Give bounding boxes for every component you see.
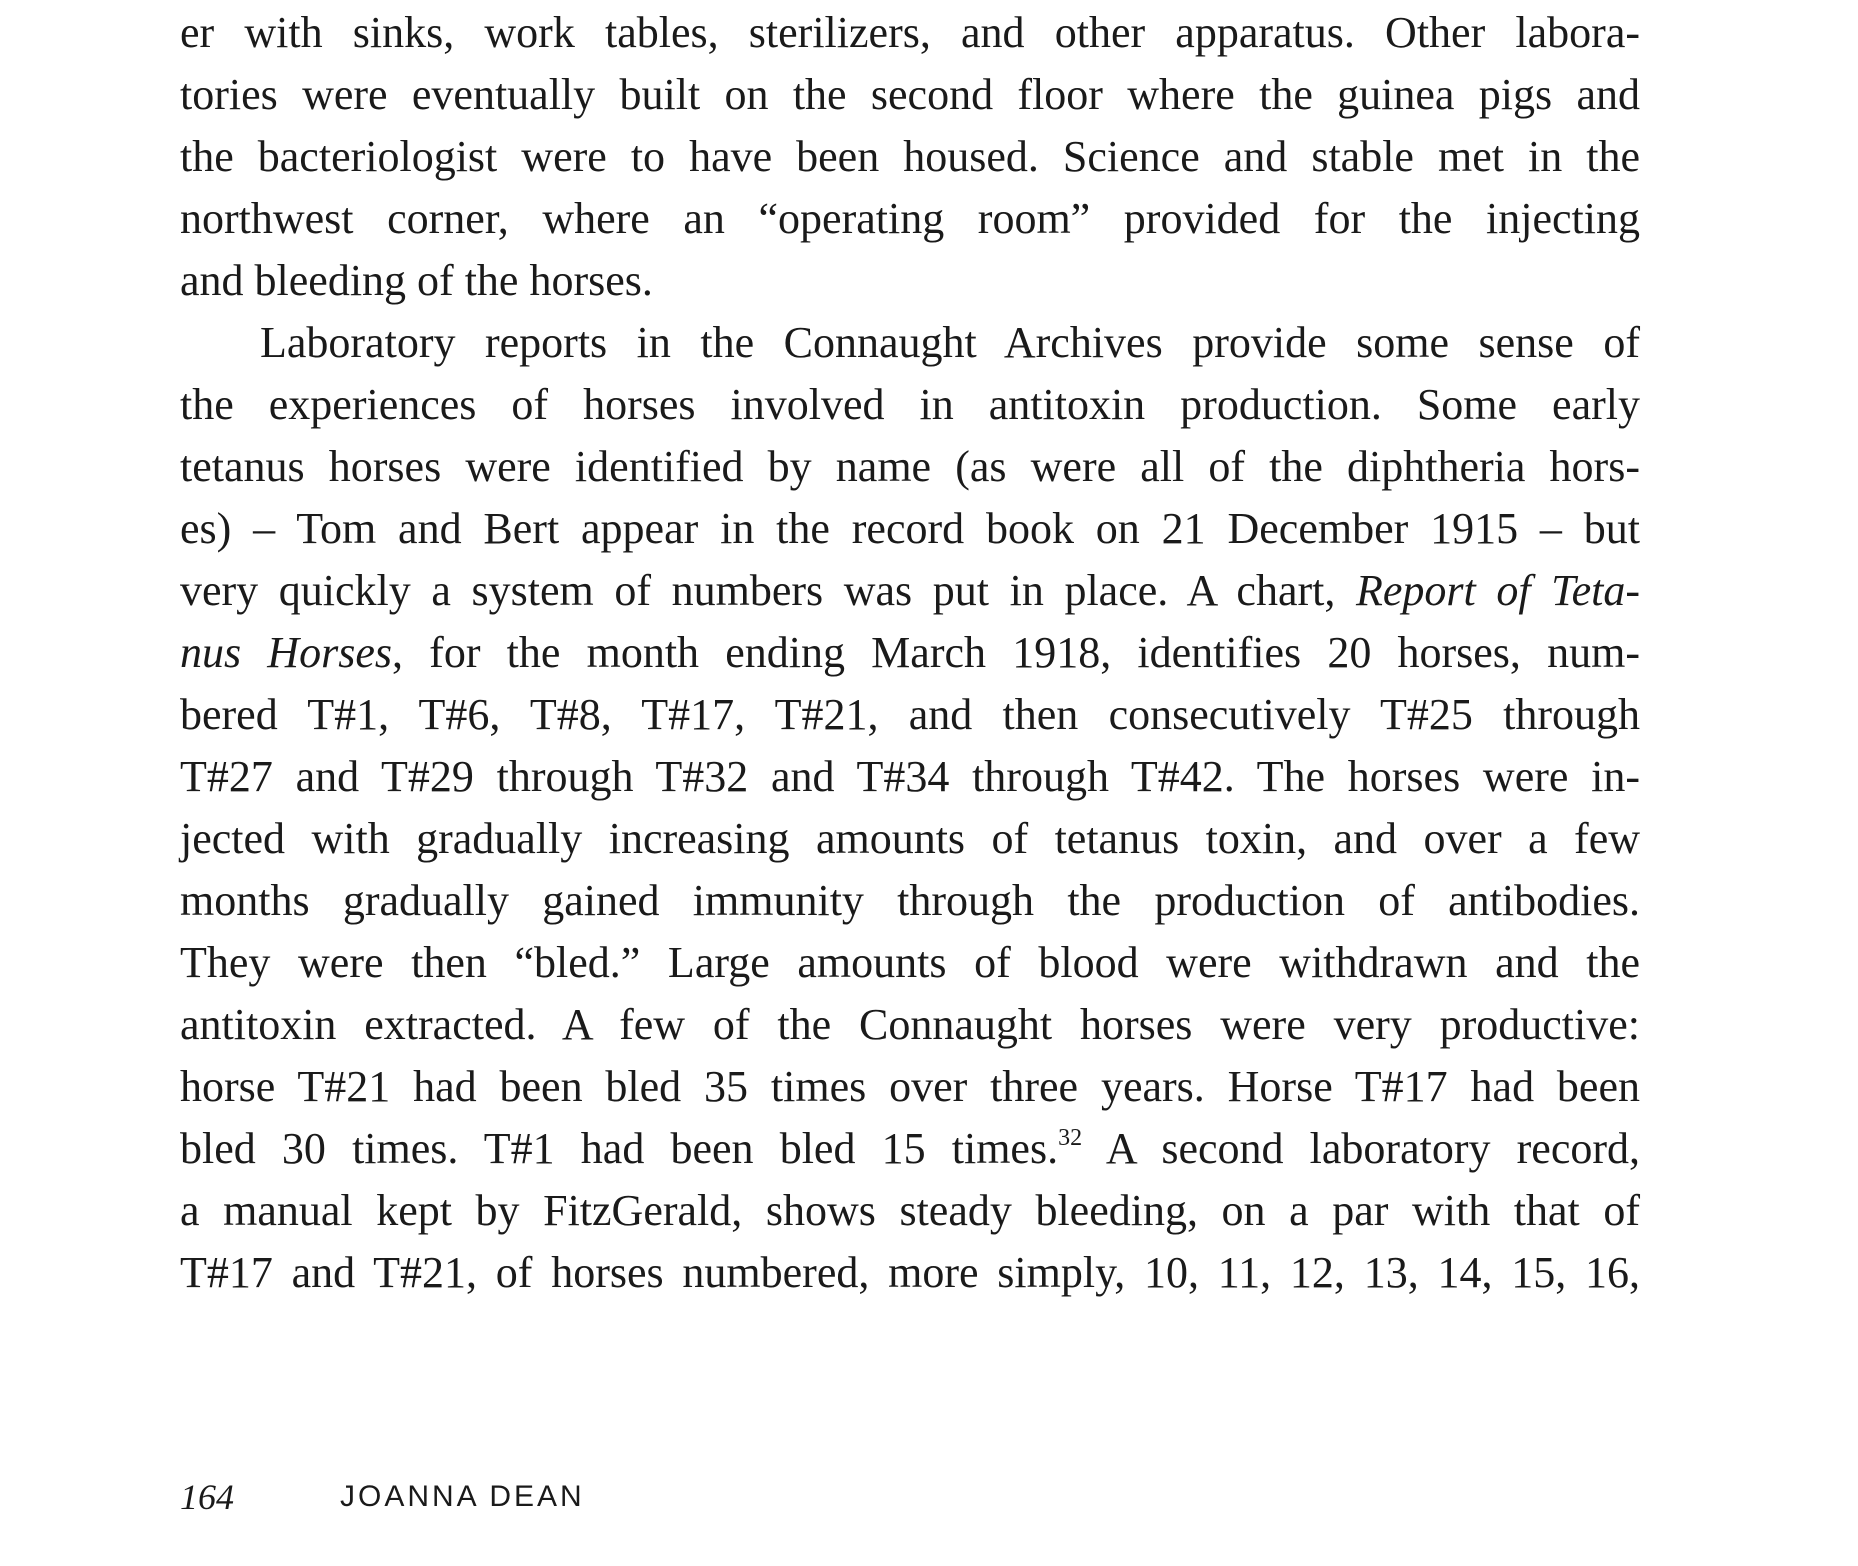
text-line-19-roman: bled 30 times. T#1 had been bled 15 times. <box>180 1124 1059 1173</box>
text-line-2: tories were eventually built on the second floor where the guinea pigs and <box>180 70 1640 119</box>
text-line-17: antitoxin extracted. A few of the Connaught horses were very productive: <box>180 1000 1640 1049</box>
text-line-3: the bacteriologist were to have been housed. Science and stable met in the <box>180 132 1640 181</box>
text-line-10-roman: very quickly a system of numbers was put in place. A chart, <box>180 566 1356 615</box>
text-line-19-roman-cont: A second laboratory record, <box>1082 1124 1640 1173</box>
text-line-19 <box>180 1118 1640 1180</box>
text-line-14: jected with gradually increasing amounts of tetanus toxin, and over a few <box>180 814 1640 863</box>
text-line-1: er with sinks, work tables, sterilizers, and other apparatus. Other labora- <box>180 8 1640 57</box>
text-line-8: tetanus horses were identified by name (as were all of the diphtheria hors- <box>180 442 1640 491</box>
text-line-9: es) – Tom and Bert appear in the record book on 21 December 1915 – but <box>180 504 1640 553</box>
text-line-11 <box>180 622 1640 684</box>
text-line-16: They were then “bled.” Large amounts of blood were withdrawn and the <box>180 938 1640 987</box>
chart-title-italic: Report of Teta- <box>1355 566 1640 615</box>
text-line-5: and bleeding of the horses. <box>180 256 653 305</box>
text-line-4: northwest corner, where an “operating room” provided for the injecting <box>180 194 1640 243</box>
running-head-author: JOANNA DEAN <box>340 1480 585 1513</box>
text-line-15: months gradually gained immunity through the production of antibodies. <box>180 876 1640 925</box>
text-line-12: bered T#1, T#6, T#8, T#17, T#21, and then consecutively T#25 through <box>180 690 1640 739</box>
text-line-20: a manual kept by FitzGerald, shows steady bleeding, on a par with that of <box>180 1186 1640 1235</box>
text-line-21: T#17 and T#21, of horses numbered, more simply, 10, 11, 12, 13, 14, 15, 16, <box>180 1248 1640 1297</box>
page-number: 164 <box>180 1477 234 1517</box>
text-line-18: horse T#21 had been bled 35 times over three years. Horse T#17 had been <box>180 1062 1640 1111</box>
text-line-7: the experiences of horses involved in antitoxin production. Some early <box>180 380 1640 429</box>
footnote-ref[interactable]: 32 <box>1058 1125 1083 1151</box>
text-line-10 <box>180 560 1640 622</box>
text-line-13: T#27 and T#29 through T#32 and T#34 through T#42. The horses were in- <box>180 752 1640 801</box>
text-line-11-roman: , for the month ending March 1918, identifies 20 horses, num- <box>391 628 1640 677</box>
chart-title-italic-cont: nus Horses <box>180 628 392 677</box>
page-footer <box>180 1472 980 1522</box>
text-line-6: Laboratory reports in the Connaught Archives provide some sense of <box>260 318 1640 367</box>
